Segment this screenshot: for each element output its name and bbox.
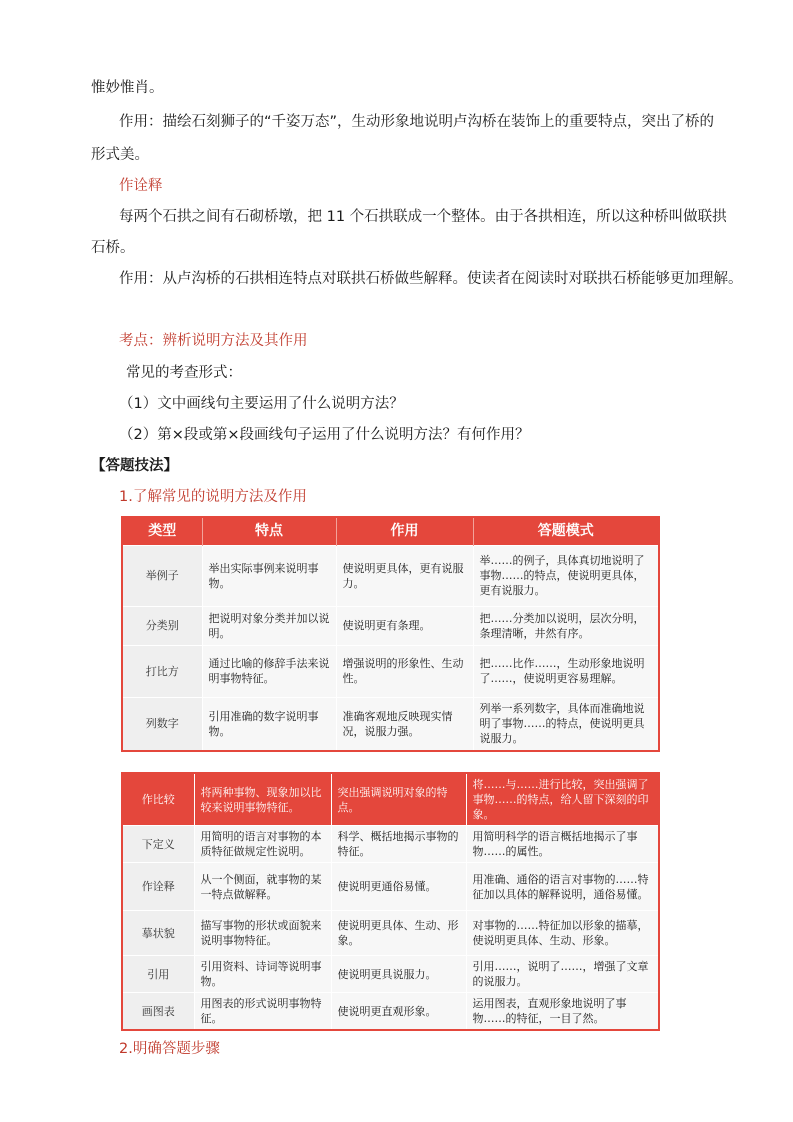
cell-function: 使说明更有条理。 bbox=[336, 606, 473, 645]
table-row bbox=[122, 606, 659, 645]
text-line-6: 石桥。 bbox=[91, 240, 135, 256]
cell-answer-pattern: 运用图表，直观形象地说明了事物……的特征，一目了然。 bbox=[466, 993, 659, 1031]
cell-feature: 引用准确的数字说明事物。 bbox=[202, 697, 336, 751]
cell-function: 使说明更通俗易懂。 bbox=[331, 863, 466, 911]
text-line-9: 常见的考查形式： bbox=[126, 365, 242, 381]
subheading-methods: 1.了解常见的说明方法及作用 bbox=[119, 489, 307, 505]
question-1: （1）文中画线句主要运用了什么说明方法？ bbox=[119, 396, 404, 412]
cell-answer-pattern: 对事物的……特征加以形象的描摹，使说明更具体、生动、形象。 bbox=[466, 911, 659, 956]
table-row bbox=[122, 697, 659, 751]
cell-type: 作比较 bbox=[122, 773, 194, 826]
text-line-7: 作用：从卢沟桥的石拱相连特点对联拱石桥做些解释。使读者在阅读时对联拱石桥能够更加理解。 bbox=[119, 271, 743, 287]
cell-function: 使说明更具说服力。 bbox=[331, 956, 466, 993]
cell-answer-pattern: 列举一系列数字，具体而准确地说明了事物……的特点，使说明更具说服力。 bbox=[473, 697, 659, 751]
cell-feature: 用图表的形式说明事物特征。 bbox=[194, 993, 331, 1031]
section-heading-explain: 作诠释 bbox=[119, 178, 163, 194]
cell-function: 科学、概括地揭示事物的特征。 bbox=[331, 826, 466, 863]
cell-feature: 描写事物的形状或面貌来说明事物特征。 bbox=[194, 911, 331, 956]
cell-answer-pattern: 用准确、通俗的语言对事物的……特征加以具体的解释说明，通俗易懂。 bbox=[466, 863, 659, 911]
cell-feature: 引用资料、诗词等说明事物。 bbox=[194, 956, 331, 993]
cell-feature: 举出实际事例来说明事物。 bbox=[202, 545, 336, 606]
header-answer-pattern: 答题模式 bbox=[537, 522, 594, 539]
table-header-row bbox=[122, 517, 659, 545]
cell-function: 突出强调说明对象的特点。 bbox=[331, 773, 466, 826]
cell-type: 列数字 bbox=[122, 697, 202, 751]
cell-feature: 把说明对象分类并加以说明。 bbox=[202, 606, 336, 645]
cell-feature: 用简明的语言对事物的本质特征做规定性说明。 bbox=[194, 826, 331, 863]
cell-answer-pattern: 把……比作……，生动形象地说明了……，使说明更容易理解。 bbox=[473, 645, 659, 697]
table-row bbox=[122, 826, 659, 863]
cell-answer-pattern: 举……的例子，具体真切地说明了事物……的特点，使说明更具体，更有说服力。 bbox=[473, 545, 659, 606]
answer-technique-heading: 【答题技法】 bbox=[91, 458, 178, 474]
cell-type: 摹状貌 bbox=[122, 911, 194, 956]
table-row bbox=[122, 645, 659, 697]
text-line-2: 作用：描绘石刻狮子的“千姿万态”，生动形象地说明卢沟桥在装饰上的重要特点，突出了桥的 bbox=[119, 114, 715, 130]
subheading-steps: 2.明确答题步骤 bbox=[119, 1041, 220, 1057]
exam-point-heading: 考点：辨析说明方法及其作用 bbox=[119, 333, 308, 349]
question-2: （2）第×段或第×段画线句子运用了什么说明方法？有何作用？ bbox=[119, 427, 530, 443]
text-line-5: 每两个石拱之间有石砌桥墩，把 11 个石拱联成一个整体。由于各拱相连，所以这种桥叫做联拱 bbox=[119, 209, 727, 225]
cell-function: 使说明更具体、生动、形象。 bbox=[331, 911, 466, 956]
cell-type: 举例子 bbox=[122, 545, 202, 606]
cell-feature: 从一个侧面，就事物的某一特点做解释。 bbox=[194, 863, 331, 911]
header-function: 作用 bbox=[336, 517, 473, 545]
cell-feature: 通过比喻的修辞手法来说明事物特征。 bbox=[202, 645, 336, 697]
header-feature: 特点 bbox=[202, 517, 336, 545]
table-row bbox=[122, 993, 659, 1031]
cell-answer-pattern: 将……与……进行比较，突出强调了事物……的特点，给人留下深刻的印象。 bbox=[466, 773, 659, 826]
cell-feature: 将两种事物、现象加以比较来说明事物特征。 bbox=[194, 773, 331, 826]
cell-type: 下定义 bbox=[122, 826, 194, 863]
cell-function: 使说明更具体，更有说服力。 bbox=[336, 545, 473, 606]
cell-answer-pattern: 把……分类加以说明，层次分明，条理清晰，井然有序。 bbox=[473, 606, 659, 645]
table-row bbox=[122, 956, 659, 993]
cell-type: 作诠释 bbox=[122, 863, 194, 911]
text-line-3: 形式美。 bbox=[91, 147, 149, 163]
table-row bbox=[122, 863, 659, 911]
cell-type: 画图表 bbox=[122, 993, 194, 1031]
cell-type: 引用 bbox=[122, 956, 194, 993]
cell-function: 准确客观地反映现实情况，说服力强。 bbox=[336, 697, 473, 751]
header-type: 类型 bbox=[122, 517, 202, 545]
methods-table-continued bbox=[121, 772, 660, 1031]
cell-answer-pattern: 用简明科学的语言概括地揭示了事物……的属性。 bbox=[466, 826, 659, 863]
table-row-highlighted bbox=[122, 773, 659, 826]
table-row bbox=[122, 545, 659, 606]
text-line-1: 惟妙惟肖。 bbox=[91, 80, 164, 96]
table-row bbox=[122, 911, 659, 956]
cell-function: 使说明更直观形象。 bbox=[331, 993, 466, 1031]
cell-type: 分类别 bbox=[122, 606, 202, 645]
methods-table bbox=[121, 516, 660, 752]
cell-function: 增强说明的形象性、生动性。 bbox=[336, 645, 473, 697]
cell-type: 打比方 bbox=[122, 645, 202, 697]
cell-answer-pattern: 引用……，说明了……，增强了文章的说服力。 bbox=[466, 956, 659, 993]
